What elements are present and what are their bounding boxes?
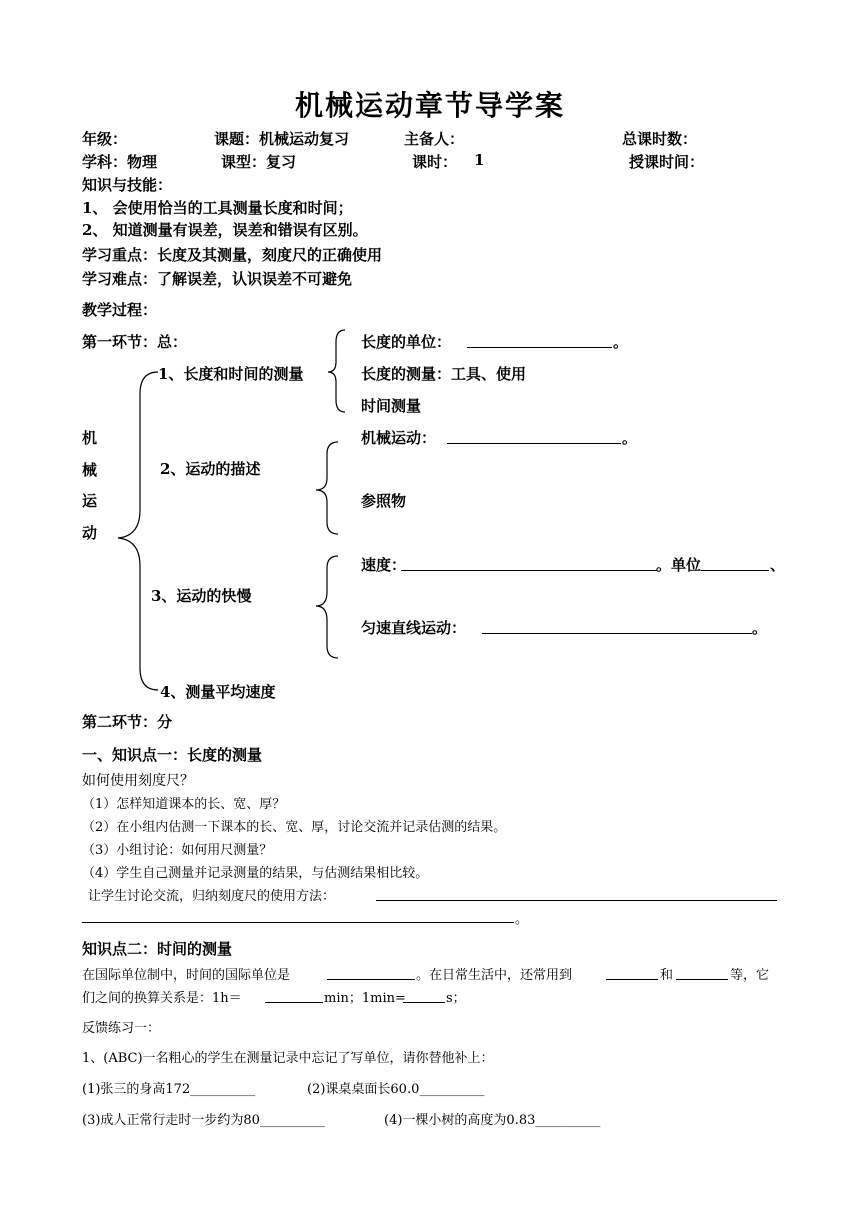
root-char-3: 运 bbox=[82, 492, 98, 510]
lesson-type-label: 课型：复习 bbox=[221, 153, 297, 171]
speed-blank[interactable] bbox=[401, 570, 657, 571]
k2-line1-c: 和 bbox=[660, 968, 674, 983]
k1-item-4: （4）学生自己测量并记录测量的结果，与估测结果相比较。 bbox=[82, 866, 429, 881]
question-1-a: (1)张三的身高172__________ bbox=[82, 1082, 256, 1097]
length-unit-end: 。 bbox=[613, 333, 629, 351]
subject-label: 学科：物理 bbox=[82, 153, 158, 171]
section1-heading: 第一环节：总： bbox=[82, 333, 188, 351]
branch-2: 2、运动的描述 bbox=[160, 460, 261, 478]
question-1-d: (4)一棵小树的高度为0.83__________ bbox=[384, 1113, 601, 1128]
objective-item-2: 2、 知道测量有误差，误差和错误有区别。 bbox=[82, 221, 368, 239]
speed-label: 速度： bbox=[361, 556, 407, 574]
brace-2 bbox=[316, 442, 338, 534]
root-char-4: 动 bbox=[82, 524, 98, 542]
mech-motion-end: 。 bbox=[622, 429, 638, 447]
k1-summary-blank-2[interactable] bbox=[82, 922, 514, 923]
question-1-c: (3)成人正常行走时一步约为80__________ bbox=[82, 1113, 325, 1128]
question-1-b: (2)课桌桌面长60.0__________ bbox=[307, 1082, 485, 1097]
objective-item-1: 1、 会使用恰当的工具测量长度和时间； bbox=[82, 199, 353, 217]
teach-time-label: 授课时间： bbox=[629, 153, 705, 171]
k1-item-2: （2）在小组内估测一下课本的长、宽、厚，讨论交流并记录估测的结果。 bbox=[82, 820, 507, 835]
k1-question: 如何使用刻度尺？ bbox=[82, 773, 194, 789]
objectives-heading: 知识与技能： bbox=[82, 176, 173, 194]
question-1: 1、(ABC)一名粗心的学生在测量记录中忘记了写单位，请你替他补上： bbox=[82, 1051, 494, 1066]
branch-4: 4、测量平均速度 bbox=[160, 683, 276, 701]
uniform-motion-blank[interactable] bbox=[482, 633, 752, 634]
k2-line1-b: 。在日常生活中，还常用到 bbox=[416, 968, 573, 983]
topic-label: 课题：机械运动复习 bbox=[214, 130, 350, 148]
hour-min-blank[interactable] bbox=[265, 1002, 323, 1003]
speed-unit-label: 。单位 bbox=[656, 556, 702, 574]
class-hour-value: 1 bbox=[474, 151, 485, 169]
root-char-2: 械 bbox=[82, 461, 98, 479]
reference-label: 参照物 bbox=[361, 492, 407, 510]
time-unit-blank-2[interactable] bbox=[606, 979, 658, 980]
length-unit-blank[interactable] bbox=[467, 347, 612, 348]
brace-1 bbox=[328, 330, 345, 412]
branch-1: 1、长度和时间的测量 bbox=[158, 365, 304, 383]
uniform-motion-end: 。 bbox=[752, 619, 768, 637]
section2-heading: 第二环节：分 bbox=[82, 713, 173, 731]
k2-line2-c: s； bbox=[446, 991, 466, 1006]
length-measure-label: 长度的测量：工具、使用 bbox=[361, 365, 527, 383]
page-title: 机械运动章节导学案 bbox=[294, 89, 565, 122]
time-measure-label: 时间测量 bbox=[361, 397, 422, 415]
teaching-process: 教学过程： bbox=[82, 301, 158, 319]
grade-label: 年级： bbox=[82, 130, 128, 148]
k1-item-3: （3）小组讨论：如何用尺测量？ bbox=[82, 843, 273, 858]
knowledge1-heading: 一、知识点一：长度的测量 bbox=[82, 746, 263, 764]
k1-summary: 让学生讨论交流，归纳刻度尺的使用方法： bbox=[88, 889, 336, 904]
mech-motion-blank[interactable] bbox=[447, 443, 621, 444]
time-unit-blank-3[interactable] bbox=[676, 979, 728, 980]
root-char-1: 机 bbox=[82, 429, 98, 447]
min-sec-blank[interactable] bbox=[403, 1002, 445, 1003]
key-point: 学习重点：长度及其测量，刻度尺的正确使用 bbox=[82, 246, 383, 264]
brace-3 bbox=[316, 556, 338, 658]
uniform-motion-label: 匀速直线运动： bbox=[361, 619, 467, 637]
length-unit-label: 长度的单位： bbox=[361, 333, 452, 351]
mech-motion-label: 机械运动： bbox=[361, 429, 437, 447]
knowledge2-heading: 知识点二：时间的测量 bbox=[82, 940, 233, 958]
total-hours-label: 总课时数： bbox=[622, 130, 698, 148]
preparer-label: 主备人： bbox=[404, 130, 465, 148]
time-unit-blank[interactable] bbox=[327, 979, 415, 980]
speed-unit-blank[interactable] bbox=[701, 570, 769, 571]
feedback-heading: 反馈练习一： bbox=[82, 1021, 161, 1036]
k2-line1-d: 等，它 bbox=[730, 968, 770, 983]
k1-item-1: （1）怎样知道课本的长、宽、厚？ bbox=[82, 797, 286, 812]
class-hour-label: 课时： bbox=[412, 153, 458, 171]
speed-end: 、 bbox=[770, 556, 786, 574]
branch-3: 3、运动的快慢 bbox=[151, 587, 252, 605]
k1-summary-end: 。 bbox=[515, 912, 529, 927]
k2-line2-a: 们之间的换算关系是：1h＝ bbox=[82, 991, 242, 1006]
k1-summary-blank-1[interactable] bbox=[376, 900, 777, 901]
k2-line2-b: min；1min= bbox=[324, 991, 406, 1006]
k2-line1-a: 在国际单位制中，时间的国际单位是 bbox=[82, 968, 291, 983]
difficulty: 学习难点：了解误差，认识误差不可避免 bbox=[82, 270, 353, 288]
